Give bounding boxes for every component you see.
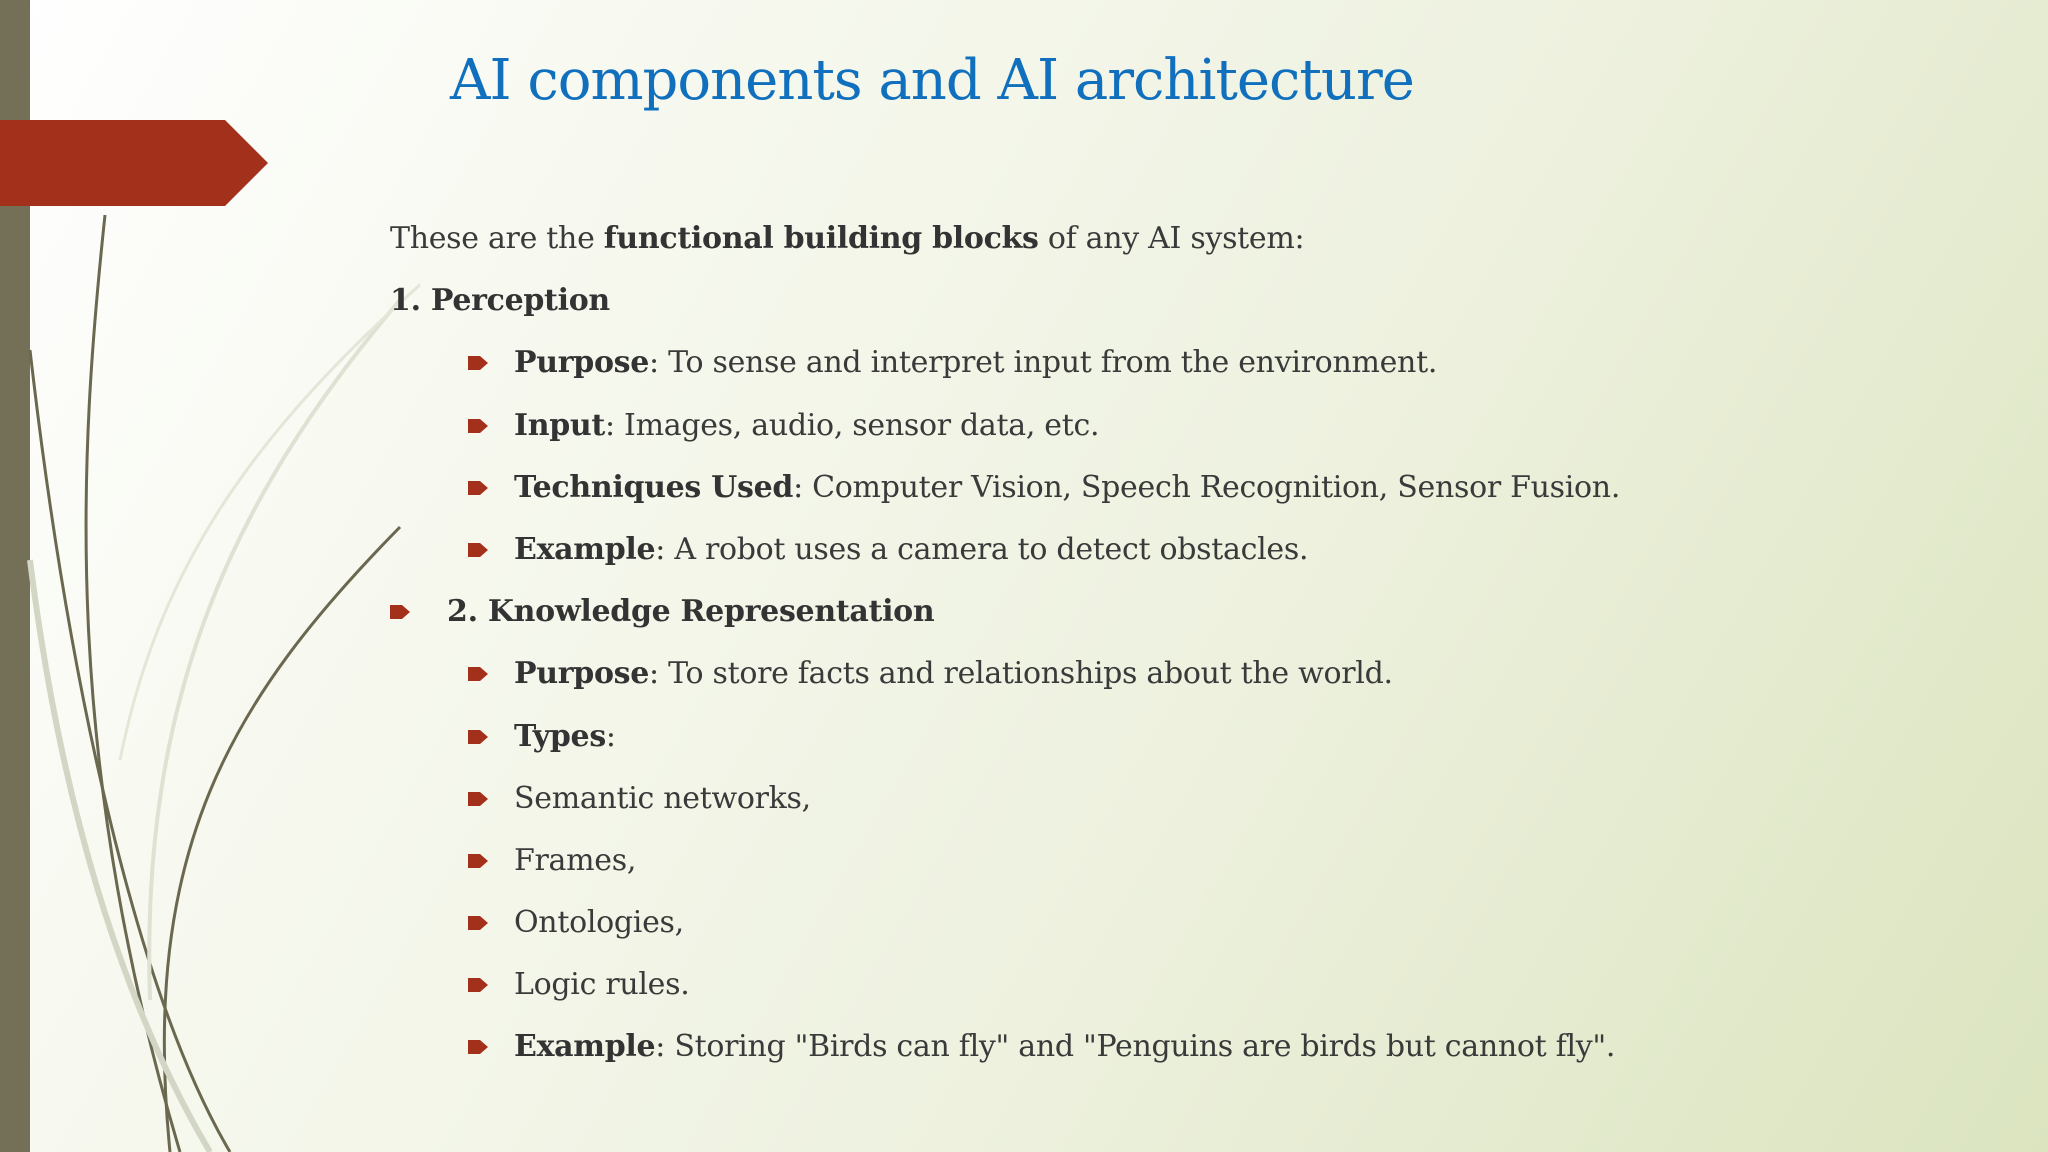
bullet-arrow-icon [468, 790, 488, 808]
bullet-arrow-icon [468, 479, 488, 497]
section1-heading: 1. Perception [390, 283, 610, 319]
bullet-arrow-icon [390, 603, 410, 621]
item-label: Input [514, 407, 605, 443]
slide-title: AI components and AI architecture [450, 48, 1414, 113]
bullet-arrow-icon [468, 665, 488, 683]
list-item [390, 954, 1950, 1016]
red-arrow-banner [0, 120, 270, 206]
list-item [390, 1016, 1950, 1078]
type-item-text: Semantic networks, [514, 780, 811, 816]
intro-prefix: These are the [390, 221, 604, 256]
intro-bold: functional building blocks [603, 221, 1039, 256]
item-text: : Storing "Birds can fly" and "Penguins are birds but cannot fly". [655, 1029, 1616, 1065]
item-text: : Images, audio, sensor data, etc. [605, 407, 1100, 443]
bullet-arrow-icon [468, 541, 488, 559]
type-item-text: Logic rules. [514, 967, 690, 1003]
item-label: Techniques Used [514, 469, 794, 505]
item-text: : To store facts and relationships about the world. [649, 656, 1393, 692]
bullet-arrow-icon [468, 1038, 488, 1056]
item-label: Example [514, 531, 656, 567]
item-label: Example [514, 1029, 656, 1065]
list-item [390, 830, 1950, 892]
section2-heading-line [390, 581, 1950, 643]
bullet-arrow-icon [468, 852, 488, 870]
item-text: : Computer Vision, Speech Recognition, Sensor Fusion. [793, 469, 1621, 505]
bullet-arrow-icon [468, 417, 488, 435]
intro-line [390, 208, 1950, 270]
slide-body [390, 208, 1950, 1079]
item-label: Purpose [514, 345, 650, 381]
section1-heading-line [390, 270, 1950, 332]
item-label: Types [514, 718, 606, 754]
list-item [390, 519, 1950, 581]
list-item [390, 892, 1950, 954]
section2-heading: 2. Knowledge Representation [447, 594, 935, 630]
item-text: : [605, 718, 616, 754]
type-item-text: Frames, [514, 842, 637, 878]
list-item [390, 332, 1950, 394]
bullet-arrow-icon [468, 976, 488, 994]
item-label: Purpose [514, 656, 650, 692]
list-item [390, 768, 1950, 830]
intro-suffix: of any AI system: [1038, 221, 1305, 256]
list-item [390, 457, 1950, 519]
item-text: : To sense and interpret input from the environment. [649, 345, 1438, 381]
list-item [390, 395, 1950, 457]
item-text: : A robot uses a camera to detect obstacles. [655, 531, 1309, 567]
bullet-arrow-icon [468, 354, 488, 372]
list-item [390, 643, 1950, 705]
list-item [390, 706, 1950, 768]
bullet-arrow-icon [468, 914, 488, 932]
bullet-arrow-icon [468, 728, 488, 746]
type-item-text: Ontologies, [514, 905, 684, 941]
